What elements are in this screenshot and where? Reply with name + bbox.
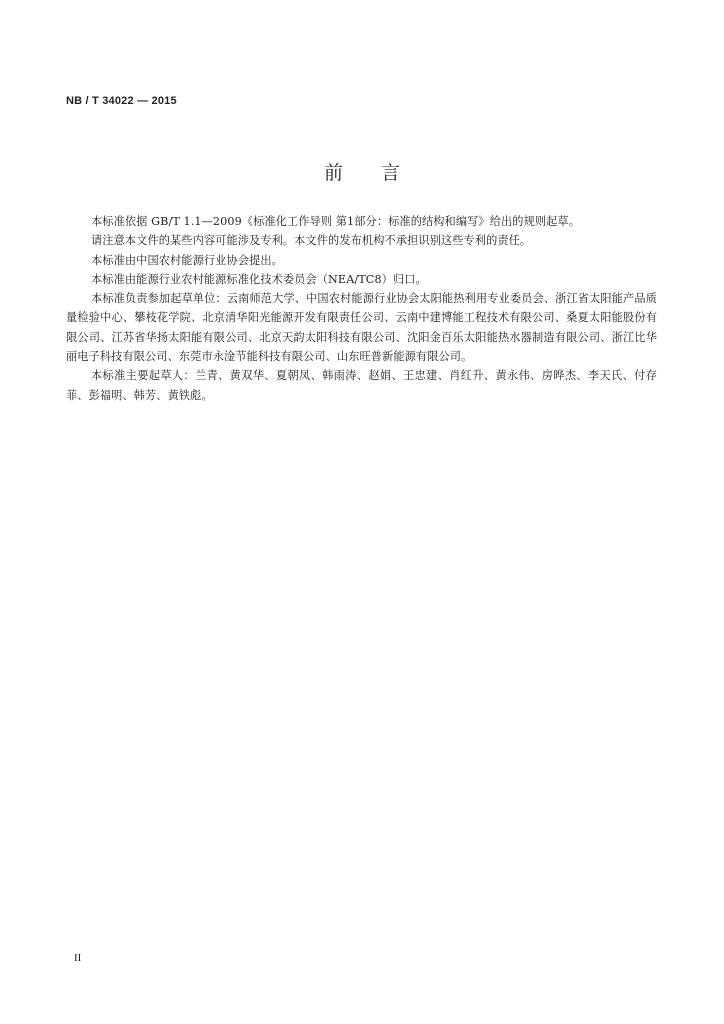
foreword-body [66,212,657,405]
standard-number: NB / T 34022 — 2015 [66,95,177,107]
page-number: II [74,952,82,964]
paragraph-patent-notice: 请注意本文件的某些内容可能涉及专利。本文件的发布机构不承担识别这些专利的责任。 [91,234,532,248]
paragraph-drafting-units: 本标准负责参加起草单位：云南师范大学、中国农村能源行业协会太阳能热利用专业委员会、浙江省太阳能产品质量检验中心、攀枝花学院、北京清华阳光能源开发有限责任公司、云南中建博能工程技术有限公司、桑夏太阳能股份有限公司、江苏省华扬太阳能有限公司、北京天韵太阳科技有限公司、沈阳金百乐太阳能热水器制造有限公司、浙江比华丽电子科技有限公司、东莞市永淦节能科技有限公司、山东旺普新能源有限公司。 [66,292,657,364]
paragraph-proposer: 本标准由中国农村能源行业协会提出。 [91,253,283,267]
paragraph-technical-committee: 本标准由能源行业农村能源标准化技术委员会（NEA/TC8）归口。 [91,272,427,286]
page-title: 前言 [323,162,438,184]
paragraph-drafters: 本标准主要起草人：兰青、黄双华、夏朝凤、韩雨涛、赵娟、王忠建、肖红升、黄永伟、房晔杰、李天氏、付存菲、彭福明、韩芳、黄铁彪。 [66,369,657,402]
paragraph-drafting-rules: 本标准依据 GB/T 1.1—2009《标准化工作导则 第1部分：标准的结构和编写》给出的规则起草。 [91,215,581,228]
